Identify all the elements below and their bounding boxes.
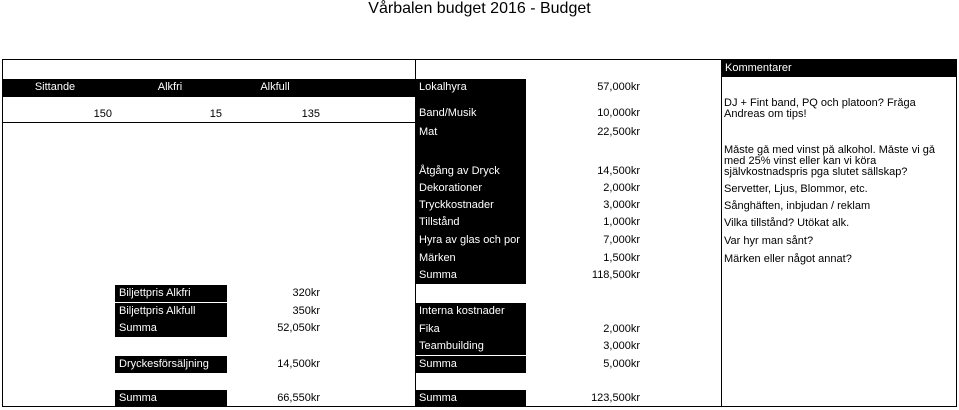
income-label-alkfri: Biljettpris Alkfri <box>115 285 227 302</box>
expense-amount-band: 10,000kr <box>597 107 640 119</box>
expense-label-lokalhyra: Lokalhyra <box>415 79 526 96</box>
right-rule <box>956 59 957 407</box>
income-amount-drycker: 14,500kr <box>277 358 320 370</box>
income-label-summa: Summa <box>115 320 227 337</box>
comment-dryck: Måste gå med vinst på alkohol. Måste vi gå med 25% vinst eller kan vi köra självkostnadspris pga slutet sällskap? <box>724 145 935 178</box>
expense-amount-dekorationer: 2,000kr <box>603 182 640 194</box>
grand-total-amount: 123,500kr <box>591 391 640 404</box>
comments-header: Kommentarer <box>721 60 956 77</box>
grand-total-label: Summa <box>415 390 526 406</box>
expense-label-summa: Summa <box>415 267 526 284</box>
expense-label-band: Band/Musik <box>415 97 526 122</box>
internal-amount-teambuilding: 3,000kr <box>603 340 640 352</box>
internal-header: Interna kostnader <box>415 303 526 320</box>
income-amount-alkfri: 320kr <box>292 287 320 299</box>
comment-glas: Var hyr man sånt? <box>724 234 814 247</box>
expense-label-dryck: Åtgång av Dryck <box>415 142 526 180</box>
expense-amount-tryck: 3,000kr <box>603 199 640 211</box>
income-amount-alkfull: 350kr <box>292 305 320 317</box>
expense-amount-mat: 22,500kr <box>597 125 640 138</box>
expense-amount-tillstand: 1,000kr <box>603 216 640 228</box>
header-bottom-rule <box>2 96 415 97</box>
expense-label-marken: Märken <box>415 249 526 267</box>
expense-amount-glas: 7,000kr <box>603 233 640 246</box>
value-sittande: 150 <box>93 108 112 120</box>
header-alkfull: Alkfull <box>260 81 290 93</box>
guest-values-rule <box>2 122 415 123</box>
expense-amount-dryck: 14,500kr <box>597 165 640 177</box>
internal-label-fika: Fika <box>415 320 526 338</box>
value-alkfri: 15 <box>209 108 222 120</box>
expense-amount-marken: 1,500kr <box>603 251 640 264</box>
comment-dekorationer: Servetter, Ljus, Blommor, etc. <box>724 182 868 195</box>
internal-amount-summa: 5,000kr <box>603 358 640 370</box>
internal-label-summa: Summa <box>415 356 526 373</box>
header-sittande: Sittande <box>34 81 76 93</box>
comment-band: DJ + Fint band, PQ och platoon? Fråga Andreas om tips! <box>724 98 916 120</box>
internal-label-teambuilding: Teambuilding <box>415 338 526 355</box>
expense-amount-summa: 118,500kr <box>591 269 640 281</box>
expense-label-tillstand: Tillstånd <box>415 214 526 231</box>
comment-tryck: Sånghäften, inbjudan / reklam <box>724 199 871 212</box>
left-rule <box>2 59 3 407</box>
expense-label-dekorationer: Dekorationer <box>415 180 526 197</box>
value-alkfull: 135 <box>301 108 320 120</box>
income-label-total: Summa <box>115 390 227 406</box>
expense-label-glas: Hyra av glas och por <box>415 231 526 249</box>
header-alkfri: Alkfri <box>157 81 183 93</box>
comment-marken: Märken eller något annat? <box>724 252 852 265</box>
sheet-title: Vårbalen budget 2016 - Budget <box>368 0 591 17</box>
income-amount-total: 66,550kr <box>277 391 320 404</box>
income-amount-summa: 52,050kr <box>277 322 320 334</box>
income-label-drycker: Dryckesförsäljning <box>115 356 227 373</box>
income-label-alkfull: Biljettpris Alkfull <box>115 303 227 320</box>
expense-label-mat: Mat <box>415 123 526 141</box>
bottom-rule <box>2 406 957 407</box>
expense-amount-lokalhyra: 57,000kr <box>597 81 640 93</box>
comment-tillstand: Vilka tillstånd? Utökat alk. <box>724 216 850 229</box>
expense-label-tryck: Tryckkostnader <box>415 197 526 214</box>
internal-amount-fika: 2,000kr <box>603 322 640 335</box>
